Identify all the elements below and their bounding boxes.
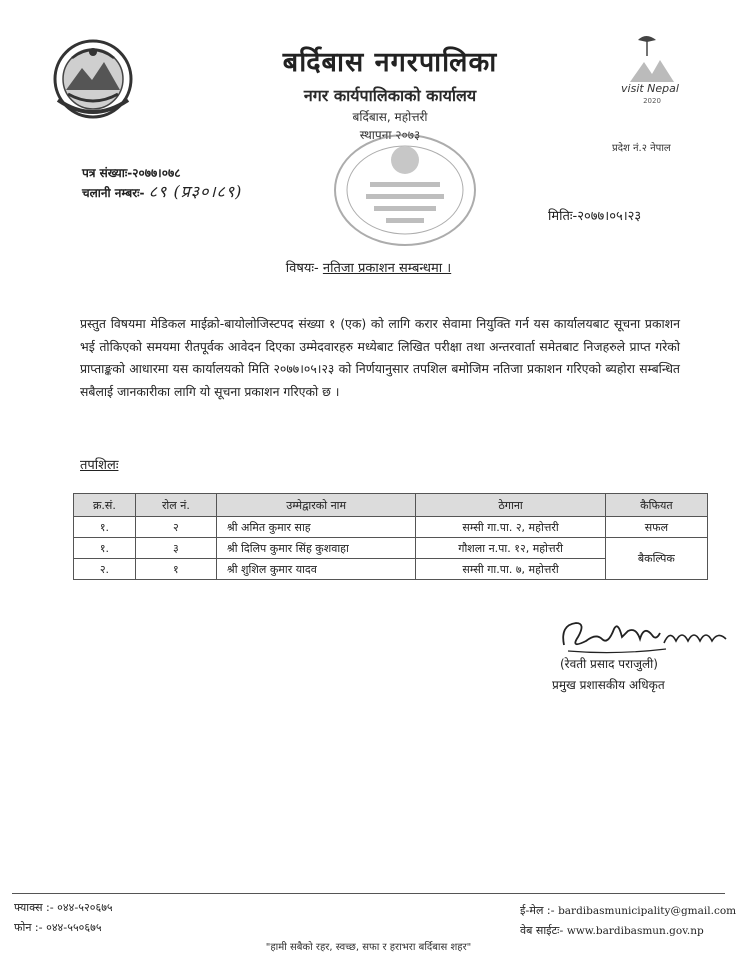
table-row [74,538,708,559]
website-line [520,923,704,938]
city-slogan: "हामी सबैको रहर, स्वच्छ, सफा र हराभरा बर्दिबास शहर" [265,942,472,953]
table-row [74,517,708,538]
footer-divider [12,893,725,894]
cell-serial: १. [74,538,136,559]
dispatch-label: चलानी नम्बरः- [82,186,145,200]
header-roll: रोल नं. [135,494,216,517]
dispatch-value-handwritten: ८९ (प्र३०।८९) [148,182,243,201]
signatory-name: (रेवती प्रसाद पराजुली) [560,657,658,671]
notice-body: प्रस्तुत विषयमा मेडिकल माईक्रो-बायोलोजिस्टपद संख्या १ (एक) को लागि करार सेवामा नियुक्ति गर्न यस कार्यालयबाट सूचना प्रकाशन भई तोकिएको समयमा रीतपूर्वक आवेदन दिएका उम्मेदवारहरु मध्येबाट लिखित परीक्षा तथा अन्तरवार्ता समेतबाट निजहरुले प्राप्त गरेको प्राप्ताङ्कको आधारमा यस कार्यालयको मिति २०७७।०५।२३ को निर्णयानुसार तपशिल बमोजिम नतिजा प्रकाशन गरिएको ब्यहोरा सम्बन्धित सबैलाई जानकारीका लागि यो सूचना प्रकाशन गरिएको छ । [80,316,680,399]
office-stamp [330,130,480,250]
cell-remark: सफल [605,517,707,538]
cell-serial: २. [74,559,136,580]
email-label: ई-मेल :- [520,904,555,917]
header-serial: क्र.सं. [74,494,136,517]
reference-number: पत्र संख्याः-२०७७।०७८ [82,166,181,180]
signatory-designation: प्रमुख प्रशासकीय अधिकृत [552,678,665,692]
cell-name: श्री दिलिप कुमार सिंह कुशवाहा [216,538,415,559]
website-label: वेब साईटः- [520,924,564,937]
results-table [73,493,708,580]
phone-number: फोन :- ०४४-५५०६७५ [14,921,102,934]
dispatch-number [82,180,242,202]
details-heading: तपशिलः [80,458,119,473]
email-address: bardibasmunicipality@gmail.com [558,905,737,917]
cell-name: श्री शुशिल कुमार यादव [216,559,415,580]
subject-text: नतिजा प्रकाशन सम्बन्धमा । [322,261,452,276]
cell-serial: १. [74,517,136,538]
cell-address: सम्सी गा.पा. २, महोत्तरी [416,517,605,538]
cell-roll: १ [135,559,216,580]
header-remarks: कैफियत [605,494,707,517]
website-url: www.bardibasmun.gov.np [566,925,704,937]
visit-nepal-text: visit Nepal [621,82,679,95]
handwritten-signature [556,615,731,657]
cell-address: सम्सी गा.पा. ७, महोत्तरी [416,559,605,580]
subject-label: विषयः- [285,261,319,276]
email-line [520,903,736,918]
province-label: प्रदेश नं.२ नेपाल [612,143,671,154]
fax-number: फ्याक्स :- ०४४-५२०६७५ [14,901,113,914]
letter-date: मितिः-२०७७।०५।२३ [548,209,642,224]
cell-roll: ३ [135,538,216,559]
cell-remark: बैकल्पिक [605,538,707,580]
table-header-row [74,494,708,517]
cell-name: श्री अमित कुमार साह [216,517,415,538]
cell-address: गौशला न.पा. १२, महोत्तरी [416,538,605,559]
visit-nepal-year: 2020 [643,97,661,105]
header-candidate-name: उम्मेद्वारको नाम [216,494,415,517]
cell-roll: २ [135,517,216,538]
municipality-title: बर्दिबास नगरपालिका [282,47,498,78]
header-address: ठेगाना [416,494,605,517]
nepal-emblem-logo [52,38,134,120]
visit-nepal-2020-logo [600,30,700,110]
office-subtitle: नगर कार्यपालिकाको कार्यालय [303,86,477,105]
office-address: बर्दिबास, महोत्तरी [352,110,428,124]
established-year: स्थापना २०७३ [359,128,421,142]
subject-line [0,258,737,276]
